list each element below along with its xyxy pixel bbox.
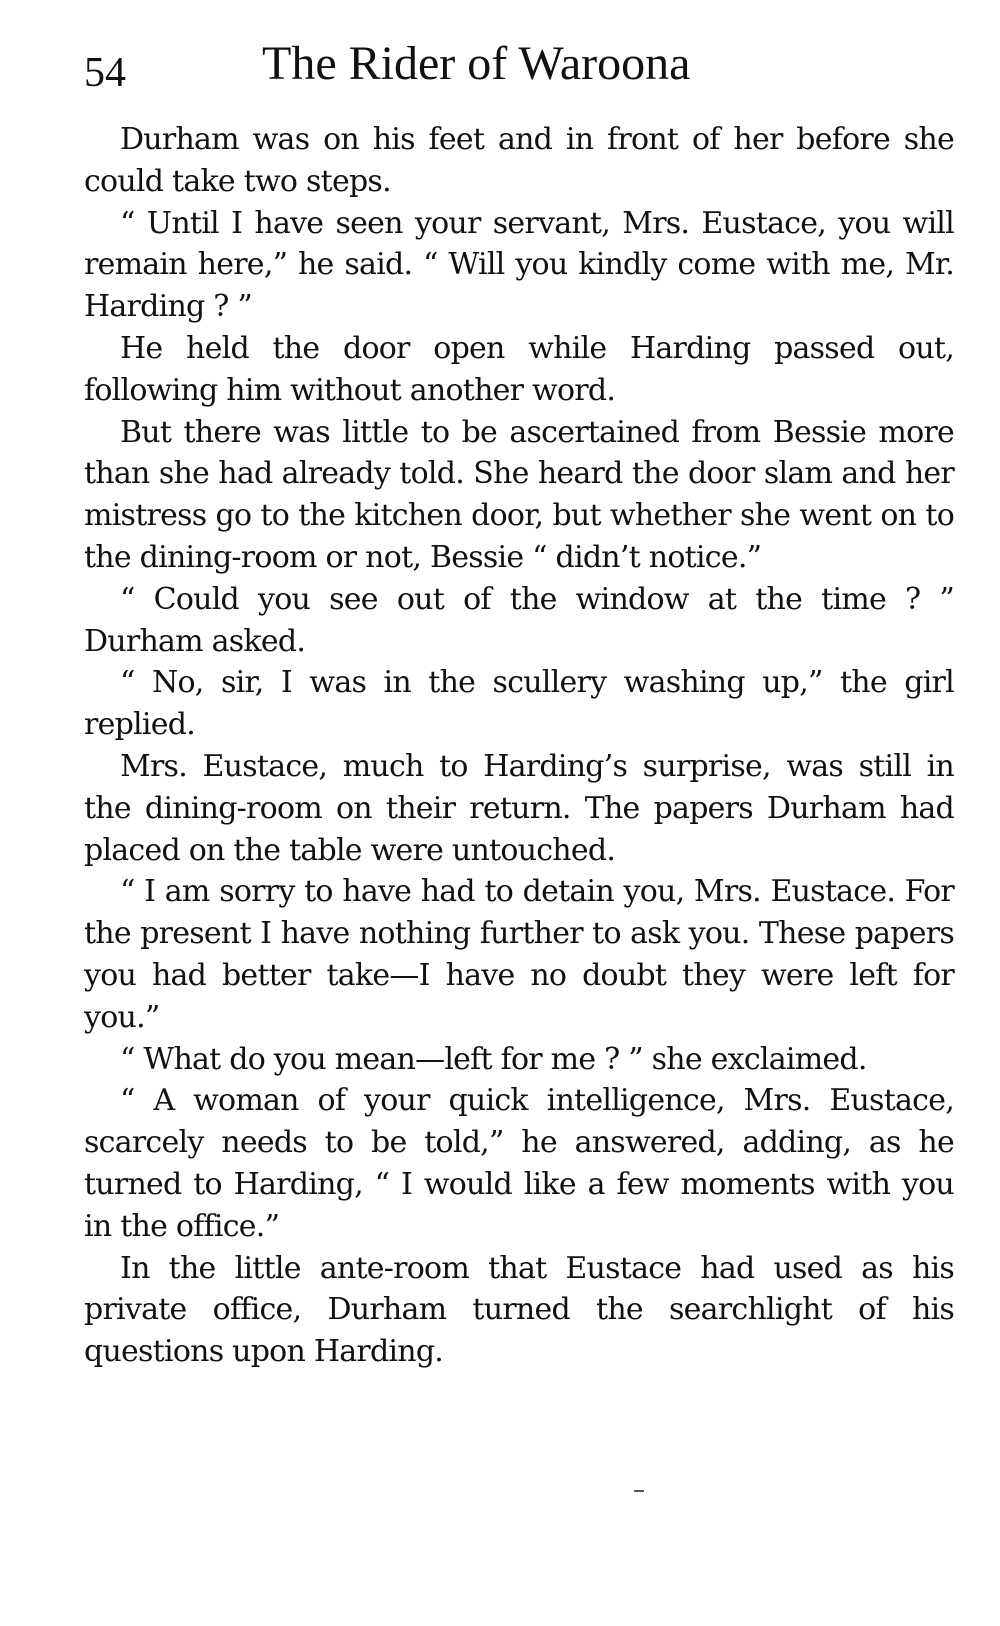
paragraph: He held the door open while Harding passed out, following him without another word. bbox=[84, 330, 954, 408]
page-header bbox=[84, 38, 954, 108]
paragraph: But there was little to be ascertained from Bessie more than she had already told. She heard the door slam and her mistress go to the kitchen door, but whether she went on to the dining-room or not, Bessie “ didn’t notice.” bbox=[84, 414, 954, 575]
paragraph: “ Could you see out of the window at the time ? ” Durham asked. bbox=[84, 581, 954, 659]
paragraph: Mrs. Eustace, much to Harding’s surprise, was still in the dining-room on their return. The papers Durham had placed on the table were untouched. bbox=[84, 748, 954, 868]
print-mark bbox=[634, 1490, 644, 1492]
paragraph: “ I am sorry to have had to detain you, Mrs. Eustace. For the present I have nothing further to ask you. These papers you had better take—I have no doubt they were left for you.” bbox=[84, 874, 954, 1035]
paragraph: Durham was on his feet and in front of her before she could take two steps. bbox=[84, 122, 954, 199]
page-number: 54 bbox=[84, 50, 126, 96]
running-title: The Rider of Waroona bbox=[262, 37, 691, 90]
paragraph: In the little ante-room that Eustace had used as his private office, Durham turned the searchlight of his questions upon Harding. bbox=[84, 1250, 954, 1370]
paragraph: “ What do you mean—left for me ? ” she exclaimed. bbox=[120, 1041, 867, 1077]
body-text bbox=[84, 119, 954, 1373]
paragraph: “ No, sir, I was in the scullery washing up,” the girl replied. bbox=[84, 665, 954, 743]
paragraph: “ Until I have seen your servant, Mrs. Eustace, you will remain here,” he said. “ Will you kindly come with me, Mr. Harding ? ” bbox=[84, 205, 954, 325]
paragraph: “ A woman of your quick intelligence, Mrs. Eustace, scarcely needs to be told,” he answered, adding, as he turned to Harding, “ I would like a few moments with you in the office.” bbox=[84, 1083, 954, 1244]
